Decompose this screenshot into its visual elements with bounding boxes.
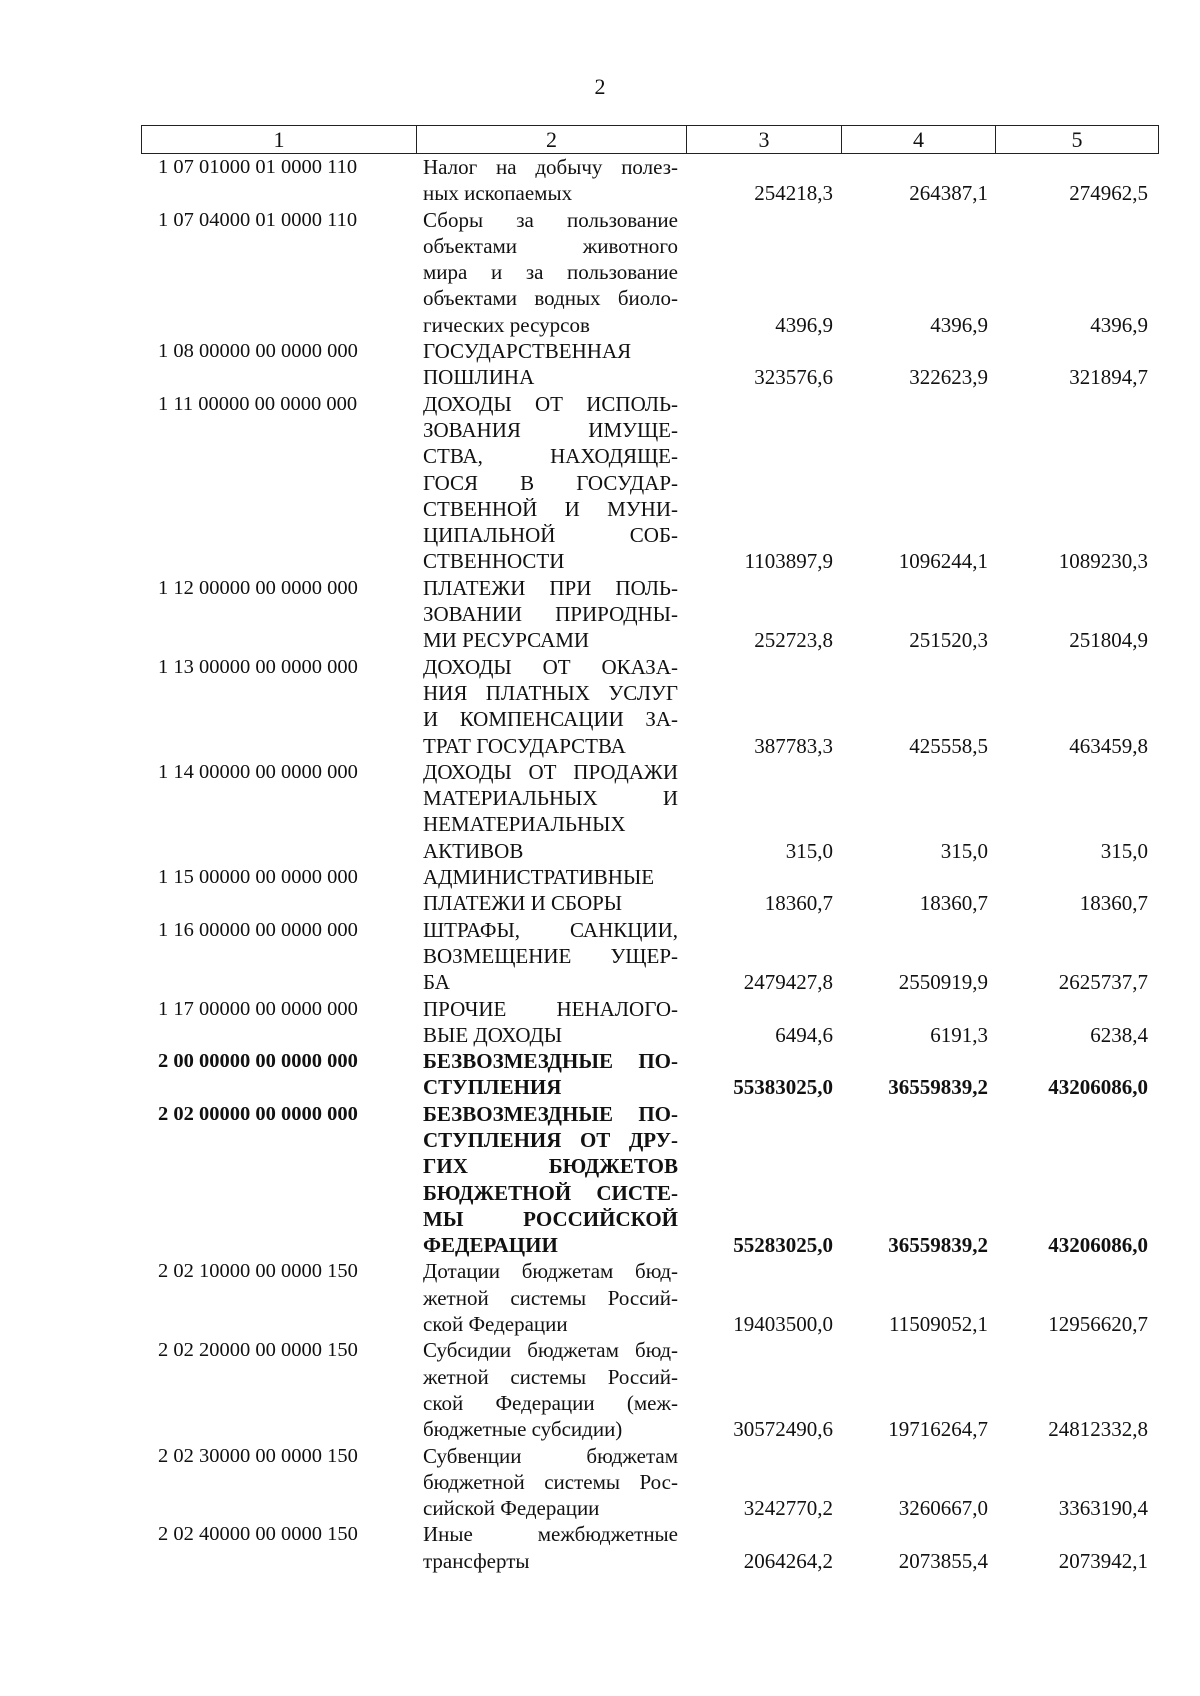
table-row [141, 1048, 1158, 1101]
description-line: ТРАТ ГОСУДАРСТВА [423, 733, 626, 758]
description-line: СТУПЛЕНИЯ ОТ ДРУ- [423, 1127, 678, 1152]
table-row [141, 575, 1158, 654]
amount-col-4: 11509052,1 [889, 1312, 988, 1337]
amount-col-3: 1103897,9 [744, 549, 833, 574]
description-line: гических ресурсов [423, 312, 590, 337]
budget-code: 1 12 00000 00 0000 000 [158, 576, 358, 599]
amount-col-5: 3363190,4 [1058, 1496, 1148, 1521]
income-description [416, 1258, 686, 1337]
description-line: АДМИНИСТРАТИВНЫЕ [423, 865, 655, 890]
budget-code: 1 08 00000 00 0000 000 [158, 340, 358, 363]
amount-col-4: 2550919,9 [898, 970, 988, 995]
income-description [416, 391, 686, 575]
amount-col-3: 55283025,0 [733, 1233, 833, 1258]
description-line: СТУПЛЕНИЯ [423, 1075, 562, 1100]
budget-code: 1 07 04000 01 0000 110 [158, 208, 358, 231]
table-row [141, 864, 1158, 917]
amount-col-3: 19403500,0 [733, 1312, 833, 1337]
description-line: объектами животного [423, 233, 678, 258]
description-line: ГОСЯ В ГОСУДАР- [423, 470, 678, 495]
budget-code: 1 16 00000 00 0000 000 [158, 918, 358, 941]
table-row [141, 759, 1158, 864]
amount-col-4: 18360,7 [919, 891, 988, 916]
income-description [416, 1101, 686, 1259]
amount-col-5: 18360,7 [1079, 891, 1148, 916]
description-line: Сборы за пользование [423, 207, 678, 232]
description-line: ПЛАТЕЖИ ПРИ ПОЛЬ- [423, 575, 678, 600]
description-line: трансферты [423, 1548, 530, 1573]
budget-code: 1 11 00000 00 0000 000 [158, 392, 358, 415]
description-line: БЮДЖЕТНОЙ СИСТЕ- [423, 1180, 678, 1205]
amount-col-4: 4396,9 [930, 312, 988, 337]
column-header-5: 5 [996, 126, 1159, 154]
description-line: ской Федерации [423, 1312, 568, 1337]
description-line: жетной системы Россий- [423, 1285, 678, 1310]
table-row [141, 207, 1158, 338]
amount-col-4: 3260667,0 [898, 1496, 988, 1521]
amount-col-5: 24812332,8 [1048, 1417, 1148, 1442]
description-line: объектами водных биоло- [423, 286, 678, 311]
column-header-2: 2 [417, 126, 687, 154]
income-description [416, 654, 686, 759]
amount-col-3: 2064264,2 [743, 1548, 833, 1573]
description-line: ВЫЕ ДОХОДЫ [423, 1022, 563, 1047]
description-line: жетной системы Россий- [423, 1364, 678, 1389]
budget-code: 2 02 20000 00 0000 150 [158, 1339, 358, 1362]
column-header-4: 4 [842, 126, 996, 154]
description-line: ДОХОДЫ ОТ ОКАЗА- [423, 654, 678, 679]
amount-col-4: 425558,5 [909, 733, 988, 758]
description-line: Иные межбюджетные [423, 1522, 678, 1547]
description-line: Субсидии бюджетам бюд- [423, 1338, 678, 1363]
description-line: ПЛАТЕЖИ И СБОРЫ [423, 891, 623, 916]
amount-col-3: 30572490,6 [733, 1417, 833, 1442]
description-line: ЦИПАЛЬНОЙ СОБ- [423, 523, 678, 548]
amount-col-4: 6191,3 [930, 1022, 988, 1047]
amount-col-3: 387783,3 [754, 733, 833, 758]
amount-col-3: 323576,6 [754, 365, 833, 390]
amount-col-5: 6238,4 [1090, 1022, 1148, 1047]
amount-col-5: 1089230,3 [1058, 549, 1148, 574]
amount-col-5: 2073942,1 [1058, 1548, 1148, 1573]
income-description [416, 338, 686, 391]
amount-col-3: 2479427,8 [743, 970, 833, 995]
table-row [141, 1337, 1158, 1442]
budget-code: 1 13 00000 00 0000 000 [158, 655, 358, 678]
description-line: ВОЗМЕЩЕНИЕ УЩЕР- [423, 943, 678, 968]
description-line: МАТЕРИАЛЬНЫХ И [423, 786, 678, 811]
amount-col-3: 3242770,2 [743, 1496, 833, 1521]
description-line: ПОШЛИНА [423, 365, 535, 390]
table-row [141, 1521, 1158, 1574]
amount-col-4: 36559839,2 [888, 1075, 988, 1100]
amount-col-3: 18360,7 [764, 891, 833, 916]
table-row [141, 391, 1158, 575]
income-description [416, 207, 686, 338]
amount-col-3: 252723,8 [754, 628, 833, 653]
amount-col-4: 2073855,4 [898, 1548, 988, 1573]
table-row [141, 654, 1158, 759]
table-row [141, 1443, 1158, 1522]
column-header-1: 1 [142, 126, 417, 154]
table-body [141, 154, 1158, 1574]
description-line: ШТРАФЫ, САНКЦИИ, [423, 917, 678, 942]
description-line: сийской Федерации [423, 1496, 600, 1521]
description-line: ской Федерации (меж- [423, 1390, 678, 1415]
description-line: СТВЕННОСТИ [423, 549, 565, 574]
income-description [416, 917, 686, 996]
column-header-table [141, 125, 1159, 154]
description-line: Субвенции бюджетам [423, 1443, 678, 1468]
amount-col-4: 1096244,1 [898, 549, 988, 574]
amount-col-4: 264387,1 [909, 181, 988, 206]
description-line: Налог на добычу полез- [423, 155, 678, 179]
amount-col-3: 4396,9 [775, 312, 833, 337]
description-line: НИЯ ПЛАТНЫХ УСЛУГ [423, 680, 678, 705]
table-row [141, 1101, 1158, 1259]
table-row [141, 154, 1158, 207]
income-description [416, 1337, 686, 1442]
description-line: МЫ РОССИЙСКОЙ [423, 1206, 678, 1231]
description-line: ДОХОДЫ ОТ ПРОДАЖИ [423, 759, 678, 784]
amount-col-5: 43206086,0 [1048, 1233, 1148, 1258]
description-line: АКТИВОВ [423, 838, 524, 863]
description-line: ПРОЧИЕ НЕНАЛОГО- [423, 996, 678, 1021]
description-line: БА [423, 970, 450, 995]
description-line: ДОХОДЫ ОТ ИСПОЛЬ- [423, 391, 678, 416]
income-description [416, 1443, 686, 1522]
budget-code: 1 14 00000 00 0000 000 [158, 760, 358, 783]
amount-col-5: 463459,8 [1069, 733, 1148, 758]
budget-code: 2 02 40000 00 0000 150 [158, 1523, 358, 1546]
table-row [141, 996, 1158, 1049]
amount-col-4: 315,0 [940, 838, 988, 863]
budget-code: 2 02 10000 00 0000 150 [158, 1260, 358, 1283]
description-line: И КОМПЕНСАЦИИ ЗА- [423, 707, 678, 732]
amount-col-5: 2625737,7 [1058, 970, 1148, 995]
description-line: СТВА, НАХОДЯЩЕ- [423, 444, 678, 469]
income-description [416, 1048, 686, 1101]
budget-code: 1 17 00000 00 0000 000 [158, 997, 358, 1020]
description-line: БЕЗВОЗМЕЗДНЫЕ ПО- [423, 1101, 678, 1126]
description-line: ГОСУДАРСТВЕННАЯ [423, 339, 632, 364]
description-line: мира и за пользование [423, 260, 678, 285]
budget-code: 2 02 30000 00 0000 150 [158, 1444, 358, 1467]
description-line: бюджетной системы Рос- [423, 1469, 678, 1494]
description-line: Дотации бюджетам бюд- [423, 1259, 678, 1284]
income-description [416, 1521, 686, 1574]
page-number: 2 [594, 74, 606, 99]
amount-col-3: 315,0 [785, 838, 833, 863]
amount-col-5: 4396,9 [1090, 312, 1148, 337]
amount-col-5: 43206086,0 [1048, 1075, 1148, 1100]
amount-col-5: 321894,7 [1069, 365, 1148, 390]
column-header-3: 3 [687, 126, 842, 154]
amount-col-3: 6494,6 [775, 1022, 833, 1047]
amount-col-5: 251804,9 [1069, 628, 1148, 653]
description-line: СТВЕННОЙ И МУНИ- [423, 496, 678, 521]
income-description [416, 154, 686, 207]
description-line: НЕМАТЕРИАЛЬНЫХ [423, 812, 626, 837]
table-row [141, 1258, 1158, 1337]
budget-code: 1 15 00000 00 0000 000 [158, 866, 358, 889]
income-description [416, 759, 686, 864]
amount-col-5: 12956620,7 [1048, 1312, 1148, 1337]
amount-col-3: 254218,3 [754, 181, 833, 206]
table-row [141, 917, 1158, 996]
description-line: ных ископаемых [423, 181, 573, 206]
table-row [141, 338, 1158, 391]
amount-col-4: 322623,9 [909, 365, 988, 390]
description-line: МИ РЕСУРСАМИ [423, 628, 590, 653]
income-description [416, 575, 686, 654]
description-line: ЗОВАНИИ ПРИРОДНЫ- [423, 602, 678, 627]
amount-col-5: 274962,5 [1069, 181, 1148, 206]
description-line: ФЕДЕРАЦИИ [423, 1233, 558, 1258]
amount-col-4: 251520,3 [909, 628, 988, 653]
description-line: бюджетные субсидии) [423, 1417, 623, 1442]
description-line: ЗОВАНИЯ ИМУЩЕ- [423, 417, 678, 442]
amount-col-3: 55383025,0 [733, 1075, 833, 1100]
budget-code: 2 02 00000 00 0000 000 [158, 1102, 358, 1125]
amount-col-4: 19716264,7 [888, 1417, 988, 1442]
description-line: БЕЗВОЗМЕЗДНЫЕ ПО- [423, 1049, 678, 1074]
description-line: ГИХ БЮДЖЕТОВ [423, 1154, 678, 1179]
budget-code: 1 07 01000 01 0000 110 [158, 156, 358, 178]
income-description [416, 996, 686, 1049]
amount-col-4: 36559839,2 [888, 1233, 988, 1258]
income-description [416, 864, 686, 917]
column-header-row [142, 126, 1159, 154]
amount-col-5: 315,0 [1100, 838, 1148, 863]
budget-code: 2 00 00000 00 0000 000 [158, 1050, 358, 1073]
